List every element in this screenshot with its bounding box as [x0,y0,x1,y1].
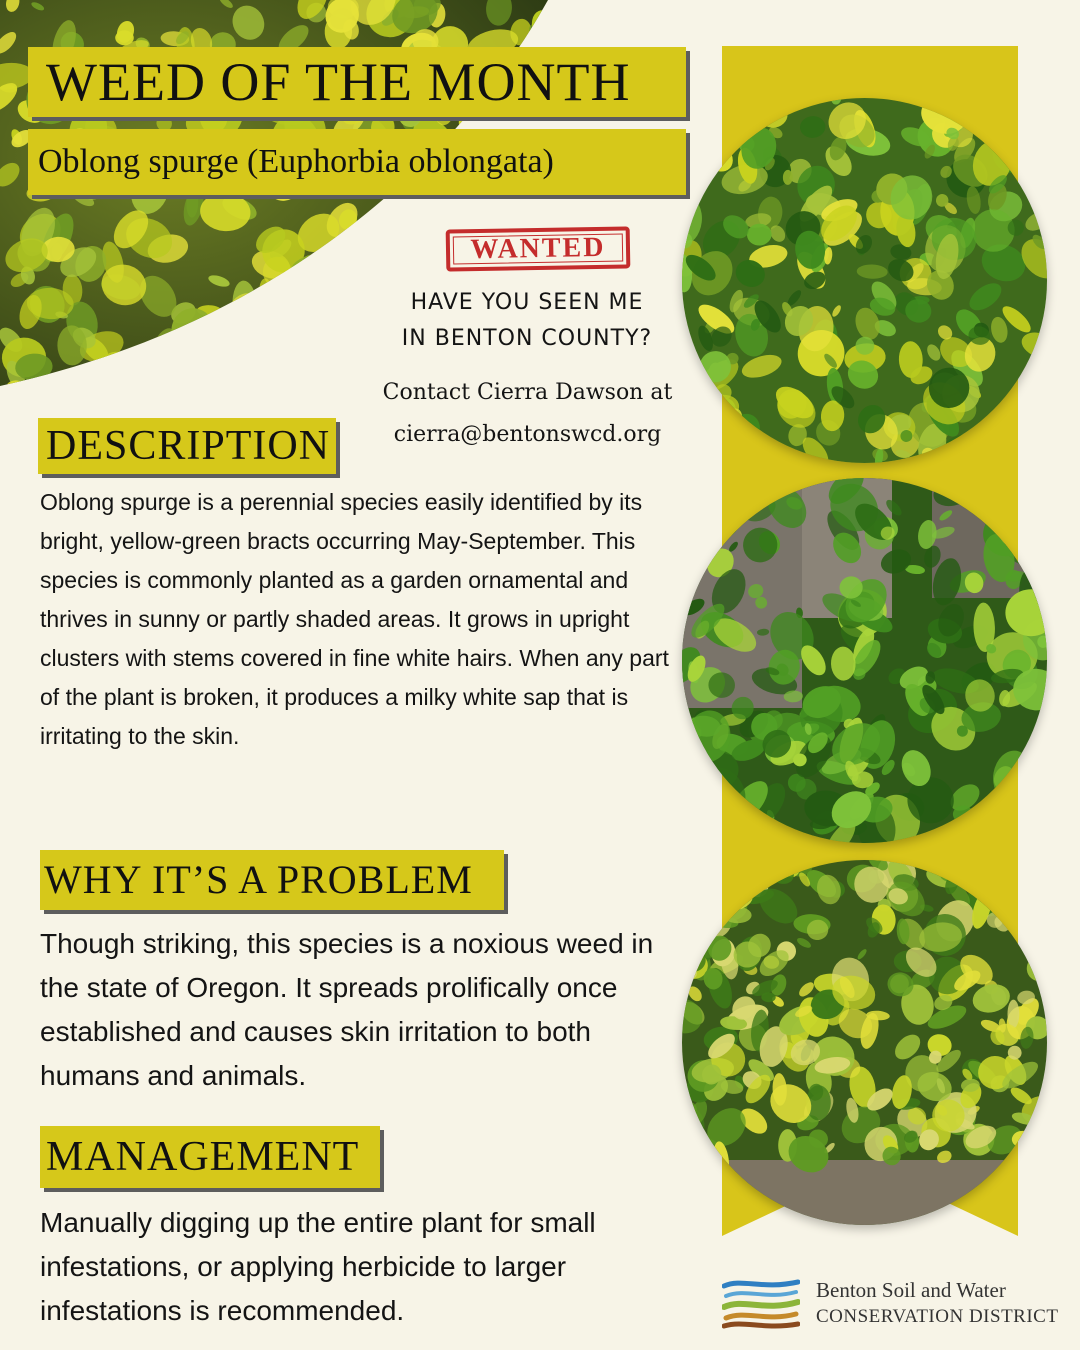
plant-photo-ground-cover [682,860,1047,1225]
foliage-texture [397,190,444,236]
foliage-texture [259,278,271,301]
problem-text: Though striking, this species is a noxious weed in the state of Oregon. It spreads prolifically once established and causes skin irritation to both humans and animals. [40,928,654,1091]
foliage-texture [682,801,728,843]
seen-line-2: IN BENTON COUNTY? [401,326,653,351]
foliage-texture [689,780,707,797]
wanted-stamp: WANTED [446,226,631,271]
foliage-texture [1018,863,1046,899]
species-subtitle: Oblong spurge (Euphorbia oblongata) [28,129,686,195]
foliage-texture [1017,480,1047,533]
foliage-texture [473,200,487,211]
foliage-texture [1017,766,1047,812]
foliage-texture [1035,184,1045,201]
foliage-texture [270,329,298,361]
foliage-texture [1025,1132,1047,1165]
foliage-texture [1021,774,1032,785]
foliage-texture [686,918,706,946]
problem-heading: WHY IT’S A PROBLEM [40,850,504,910]
foliage-texture [327,282,366,322]
foliage-texture [273,373,293,390]
foliage-texture [260,356,290,387]
foliage-texture [544,6,558,30]
foliage-texture [1022,98,1047,128]
foliage-texture [684,106,702,139]
foliage-texture [321,245,354,278]
foliage-texture [704,447,722,460]
seen-line-1: HAVE YOU SEEN ME [410,290,644,315]
foliage-texture [682,478,713,505]
plant-photo-closeup [682,98,1047,463]
foliage-texture [1027,427,1036,443]
foliage-texture [682,864,715,890]
foliage-texture [1022,1140,1042,1160]
foliage-texture [682,122,709,159]
foliage-texture [700,877,721,899]
foliage-texture [160,349,188,383]
foliage-texture [1019,407,1047,448]
foliage-texture [293,323,337,369]
foliage-texture [1036,815,1047,832]
benton-swcd-logo [722,1274,1059,1332]
foliage-texture [291,364,333,390]
foliage-texture [184,350,239,384]
foliage-texture [697,870,715,881]
foliage-texture [932,1100,964,1132]
foliage-texture [311,278,368,335]
foliage-texture [682,202,695,214]
foliage-texture [682,147,716,181]
contact-email[interactable]: cierra@bentonswcd.org [393,422,662,447]
logo-line-1: Benton Soil and Water [816,1278,1006,1302]
description-heading: DESCRIPTION [38,418,336,474]
foliage-texture [402,191,437,224]
foliage-texture [1019,98,1040,128]
foliage-texture [189,333,216,366]
have-you-seen-me [362,285,692,357]
page-title: WEED OF THE MONTH [28,47,686,117]
contact-info [350,372,705,456]
foliage-texture [354,230,395,262]
foliage-texture [682,907,697,931]
management-text: Manually digging up the entire plant for small infestations, or applying herbicide to larger infestations is recommended. [40,1207,596,1326]
foliage-texture [1008,1000,1020,1029]
foliage-texture [1026,825,1045,843]
logo-waves-icon [722,1276,800,1330]
foliage-texture [239,314,277,337]
plant-photo-by-fence [682,478,1047,843]
logo-line-2: CONSERVATION DISTRICT [816,1306,1059,1327]
foliage-texture [682,485,692,506]
foliage-texture [1036,1153,1044,1166]
foliage-texture [313,308,332,327]
foliage-texture [247,349,297,390]
foliage-texture [696,116,716,131]
management-heading: MANAGEMENT [40,1126,380,1188]
foliage-texture [293,334,308,345]
description-text: Oblong spurge is a perennial species easily identified by its bright, yellow-green bracts occurring May-September. This species is commonly planted as a garden ornamental and thrives in sunny or partly shaded areas. It grows in upright clusters with stems covered in fine white hairs. When any part of the plant is broken, it produces a milky white sap that is irritating to the skin. [40,489,669,749]
foliage-texture [692,881,724,913]
foliage-texture [123,362,153,384]
contact-name: Contact Cierra Dawson at [382,380,673,405]
foliage-texture [1037,864,1047,884]
